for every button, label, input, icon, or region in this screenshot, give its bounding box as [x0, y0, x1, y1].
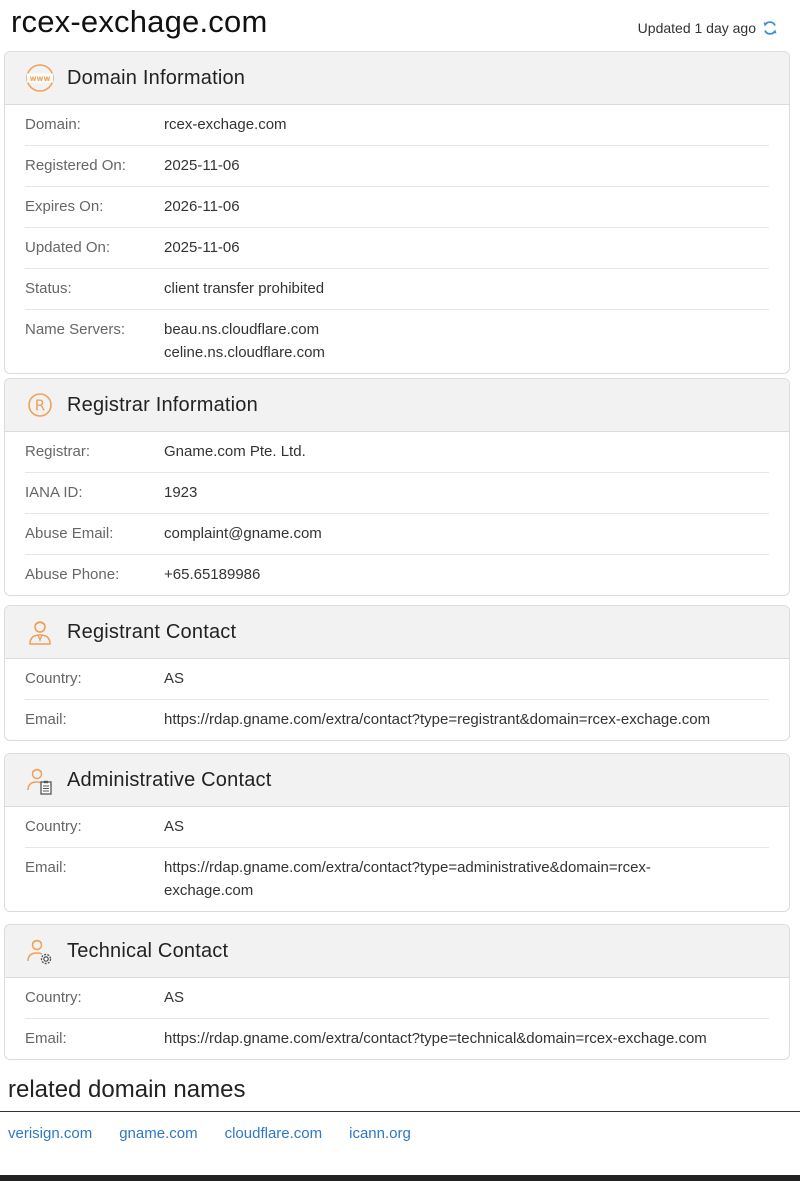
row-iana-id: [25, 473, 769, 514]
www-globe-icon: [25, 63, 55, 93]
page-title: rcex-exchage.com: [11, 4, 268, 39]
row-value: [164, 563, 769, 586]
row-country: [25, 659, 769, 700]
row-label: Email:: [25, 711, 67, 728]
row-registrar: [25, 432, 769, 473]
administrative-contact-header: [5, 754, 789, 807]
row-label: Domain:: [25, 116, 81, 133]
registrar-information-card: [4, 378, 790, 596]
updated-status: [638, 20, 778, 36]
row-label: Country:: [25, 670, 82, 687]
row-value: [164, 318, 769, 364]
row-value: [164, 667, 769, 690]
person-icon: [25, 617, 55, 647]
registrant-contact-card: [4, 605, 790, 741]
registered-icon: [25, 390, 55, 420]
related-link-cloudflare[interactable]: cloudflare.com: [224, 1125, 323, 1142]
updated-text: Updated 1 day ago: [637, 20, 756, 36]
technical-contact-rows: [5, 978, 789, 1059]
row-country: [25, 807, 769, 848]
value-line: +65.65189986: [164, 566, 261, 583]
related-link-gname[interactable]: gname.com: [119, 1125, 198, 1142]
registrant-contact-title: Registrant Contact: [67, 620, 237, 643]
related-link-verisign[interactable]: verisign.com: [8, 1125, 93, 1142]
technical-contact-card: [4, 924, 790, 1060]
row-label: Updated On:: [25, 239, 111, 256]
value-line: client transfer prohibited: [164, 280, 325, 297]
value-line: 2025-11-06: [164, 157, 240, 174]
registrar-information-title: Registrar Information: [67, 393, 258, 416]
value-line: beau.ns.cloudflare.com: [164, 321, 320, 338]
row-updated-on: [25, 228, 769, 269]
registrant-contact-header: [5, 606, 789, 659]
row-registered-on: [25, 146, 769, 187]
row-label: Abuse Phone:: [25, 566, 120, 583]
row-value: [164, 481, 769, 504]
technical-contact-title: Technical Contact: [67, 939, 229, 962]
person-clipboard-icon: [25, 765, 55, 795]
row-label: Abuse Email:: [25, 525, 114, 542]
footer-bar: [0, 1175, 800, 1181]
svg-text:R: R: [34, 396, 46, 415]
page-header: [0, 0, 800, 52]
administrative-contact-rows: [5, 807, 789, 911]
row-value: [164, 1027, 769, 1050]
value-line: Gname.com Pte. Ltd.: [164, 443, 306, 460]
value-line: https://rdap.gname.com/extra/contact?type=administrative&domain=rcex-: [164, 859, 651, 876]
row-abuse-email: [25, 514, 769, 555]
registrar-information-header: [5, 379, 789, 432]
row-value: [164, 154, 769, 177]
row-abuse-phone: [25, 555, 769, 595]
value-line: https://rdap.gname.com/extra/contact?type=technical&domain=rcex-exchage.com: [164, 1030, 707, 1047]
row-expires-on: [25, 187, 769, 228]
related-divider: [0, 1111, 800, 1112]
row-label: Email:: [25, 1030, 67, 1047]
value-line: rcex-exchage.com: [164, 116, 287, 133]
value-line: complaint@gname.com: [164, 525, 322, 542]
row-value: [164, 522, 769, 545]
value-line: AS: [164, 818, 185, 835]
row-value: [164, 986, 769, 1009]
row-label: Registered On:: [25, 157, 126, 174]
row-name-servers: [25, 310, 769, 373]
row-label: Email:: [25, 859, 67, 876]
svg-text:www: www: [29, 74, 51, 83]
row-domain: [25, 105, 769, 146]
row-value: [164, 815, 769, 838]
row-country: [25, 978, 769, 1019]
row-status: [25, 269, 769, 310]
row-value: [164, 236, 769, 259]
row-email: [25, 700, 769, 740]
row-email: [25, 1019, 769, 1059]
value-line: https://rdap.gname.com/extra/contact?type=registrant&domain=rcex-exchage.com: [164, 711, 711, 728]
value-line: exchage.com: [164, 882, 254, 899]
row-label: Registrar:: [25, 443, 91, 460]
value-line: AS: [164, 670, 185, 687]
administrative-contact-title: Administrative Contact: [67, 768, 272, 791]
registrar-information-rows: [5, 432, 789, 595]
row-label: Expires On:: [25, 198, 104, 215]
technical-contact-header: [5, 925, 789, 978]
row-label: Country:: [25, 989, 82, 1006]
row-value: [164, 277, 769, 300]
domain-information-rows: [5, 105, 789, 373]
related-domains-heading: related domain names: [8, 1076, 246, 1103]
value-line: AS: [164, 989, 185, 1006]
row-label: Status:: [25, 280, 72, 297]
value-line: celine.ns.cloudflare.com: [164, 344, 325, 361]
row-value: [164, 195, 769, 218]
value-line: 2025-11-06: [164, 239, 240, 256]
row-value: [164, 856, 769, 902]
related-domains-links: [8, 1125, 411, 1142]
row-value: [164, 113, 769, 136]
registrant-contact-rows: [5, 659, 789, 740]
row-label: Name Servers:: [25, 321, 126, 338]
domain-information-card: [4, 51, 790, 374]
refresh-icon[interactable]: [762, 20, 778, 36]
row-value: [164, 708, 769, 731]
related-link-icann[interactable]: icann.org: [349, 1125, 411, 1142]
row-email: [25, 848, 769, 911]
domain-information-header: [5, 52, 789, 105]
domain-information-title: Domain Information: [67, 66, 246, 89]
person-gear-icon: [25, 936, 55, 966]
value-line: 2026-11-06: [164, 198, 240, 215]
row-value: [164, 440, 769, 463]
value-line: 1923: [164, 484, 198, 501]
row-label: Country:: [25, 818, 82, 835]
row-label: IANA ID:: [25, 484, 83, 501]
administrative-contact-card: [4, 753, 790, 912]
